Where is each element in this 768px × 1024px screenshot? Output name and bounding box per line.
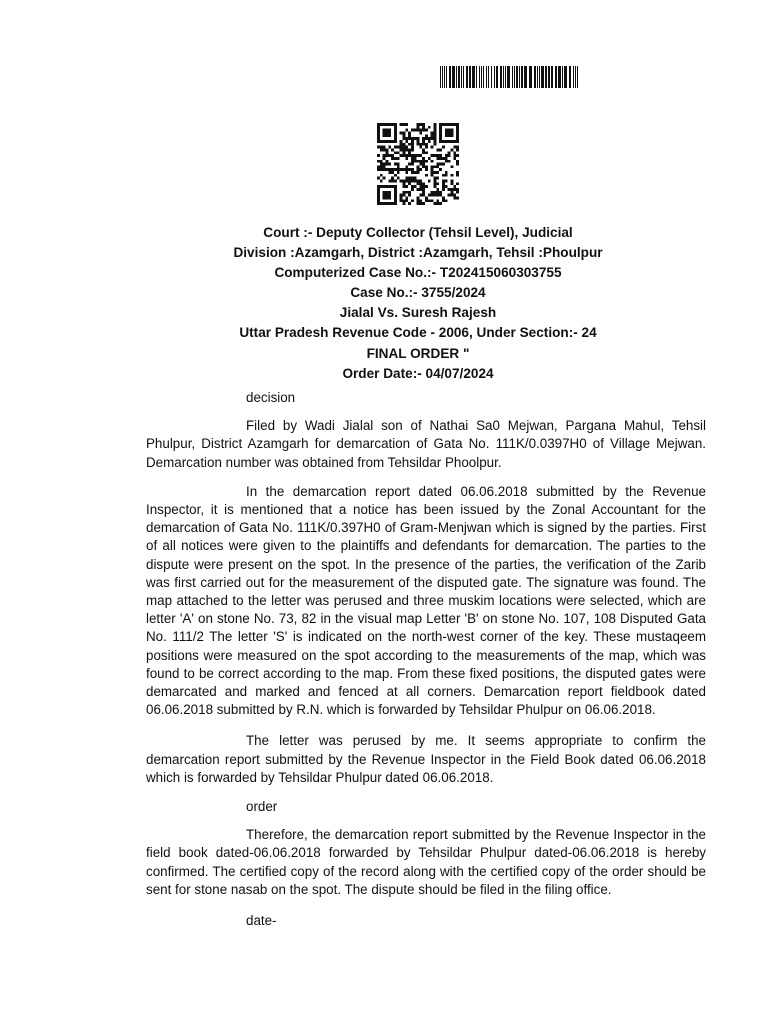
case-number-line: Case No.:- 3755/2024 (350, 285, 486, 301)
order-paragraph: Therefore, the demarcation report submitted by the Revenue Inspector in the field book dated-06.06.2018 forwarded by Tehsildar Phulpur dated-06.06.2018 is hereby confirmed. The certified copy of the record along with the certified copy of the order should be sent for stone nasab on the spot. The dispute should be filed in the filing office. (146, 827, 706, 897)
qr-code-image (377, 123, 459, 205)
order-type-line: FINAL ORDER " (366, 345, 470, 361)
decision-heading: decision (246, 390, 296, 405)
revenue-code-line: Uttar Pradesh Revenue Code - 2006, Under Section:- 24 (239, 325, 597, 341)
demarcation-report-paragraph: In the demarcation report dated 06.06.2018 submitted by the Revenue Inspector, it is mentioned that a notice has been issued by the Zonal Accountant for the demarcation of Gata No. 111K/0.397H0 of Gram-Menjwan which is signed by the parties. First of all notices were given to the plaintiffs and defendants for demarcation. The parties to the dispute were present on the spot. In the presence of the parties, the verification of the Zarib was first carried out for the measurement of the disputed gate. The signature was found. The map attached to the letter was perused and three muskim locations were selected, which are letter 'A' on stone No. 73, 82 in the visual map Letter 'B' on stone No. 107, 108 Disputed Gata No. 111/2 The letter 'S' is indicated on the north-west corner of the key. These mustaqeem positions were measured on the spot according to the measurements of the map, which was found to be correct according to the map. From these fixed positions, the disputed gates were demarcated and marked and fenced at all corners. Demarcation report fieldbook dated 06.06.2018 submitted by R.N. which is forwarded by Tehsildar Phulpur on 06.06.2018. (146, 483, 706, 718)
order-body (146, 389, 706, 930)
computerized-case-line: Computerized Case No.:- T202415060303755 (274, 265, 562, 281)
order-heading: order (246, 799, 278, 815)
order-date-line: Order Date:- 04/07/2024 (342, 365, 494, 381)
division-line: Division :Azamgarh, District :Azamgarh, Tehsil :Phoulpur (233, 245, 603, 261)
date-label: date- (246, 913, 277, 929)
perusal-paragraph: The letter was perused by me. It seems appropriate to confirm the demarcation report submitted by the Revenue Inspector in the Field Book dated 06.06.2018 which is forwarded by Tehsildar Phulpur dated 06.06.2018. (146, 733, 706, 785)
parties-line: Jialal Vs. Suresh Rajesh (339, 305, 497, 321)
filing-paragraph: Filed by Wadi Jialal son of Nathai Sa0 Mejwan, Pargana Mahul, Tehsil Phulpur, District Azamgarh for demarcation of Gata No. 111K/0.0397H0 of Village Mejwan. Demarcation number was obtained from Tehsildar Phoolpur. (146, 418, 706, 470)
barcode-image (440, 66, 580, 88)
court-line: Court :- Deputy Collector (Tehsil Level), Judicial (263, 225, 573, 240)
case-header (0, 223, 768, 384)
